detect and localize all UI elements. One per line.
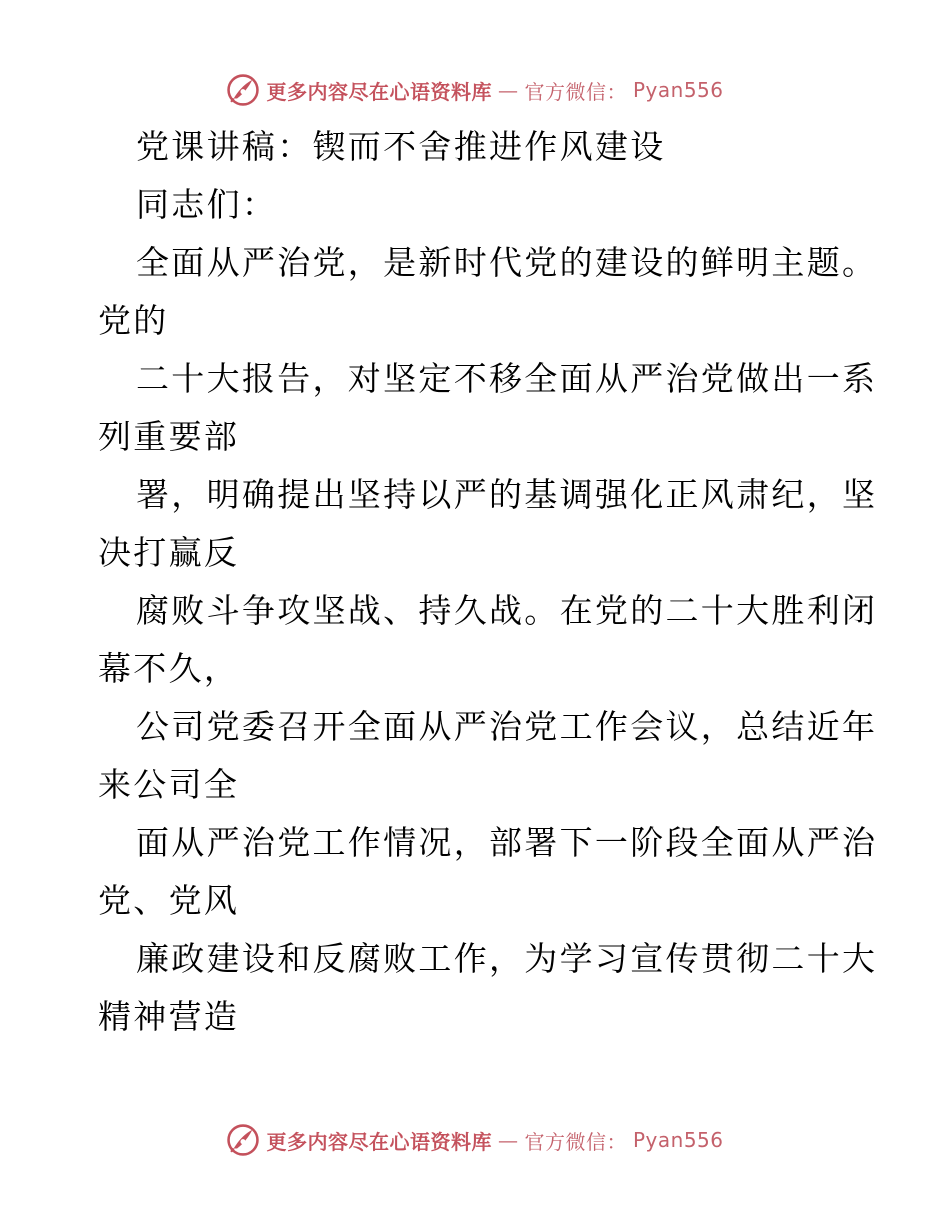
footer-watermark [0, 1122, 950, 1158]
watermark-wechat-id: Pyan556 [632, 78, 724, 102]
paragraph-line: 党的 [98, 301, 169, 340]
paragraph-line: 面从严治党工作情况，部署下一阶段全面从严治 [136, 823, 878, 862]
document-body [98, 118, 878, 1046]
watermark-main-text: 更多内容尽在心语资料库 [266, 1129, 492, 1154]
paragraph-line: 署，明确提出坚持以严的基调强化正风肃纪，坚 [136, 475, 878, 514]
paragraph-line: 决打赢反 [98, 533, 240, 572]
quill-logo-icon [226, 1123, 260, 1157]
paragraph-line: 廉政建设和反腐败工作，为学习宣传贯彻二十大 [136, 939, 878, 978]
paragraph-line: 幕不久， [98, 649, 240, 688]
watermark-dash: — [497, 1128, 519, 1152]
watermark-wechat-id: Pyan556 [632, 1128, 724, 1152]
watermark-sub-text: 官方微信： [524, 79, 627, 104]
watermark-sub-text: 官方微信： [524, 1129, 627, 1154]
watermark-main-text: 更多内容尽在心语资料库 [266, 79, 492, 104]
paragraph-line: 公司党委召开全面从严治党工作会议，总结近年 [136, 707, 878, 746]
paragraph-line: 来公司全 [98, 765, 240, 804]
paragraph-line: 全面从严治党，是新时代党的建设的鲜明主题。 [136, 243, 878, 282]
watermark-dash: — [497, 78, 519, 102]
salutation: 同志们： [136, 185, 278, 224]
header-watermark [0, 72, 950, 108]
paragraph-line: 二十大报告，对坚定不移全面从严治党做出一系 [136, 359, 878, 398]
paragraph-line: 精神营造 [98, 997, 240, 1036]
paragraph-line: 腐败斗争攻坚战、持久战。在党的二十大胜利闭 [136, 591, 878, 630]
paragraph-line: 党、党风 [98, 881, 240, 920]
quill-logo-icon [226, 73, 260, 107]
paragraph-line: 列重要部 [98, 417, 240, 456]
document-title: 党课讲稿：锲而不舍推进作风建设 [136, 127, 666, 166]
